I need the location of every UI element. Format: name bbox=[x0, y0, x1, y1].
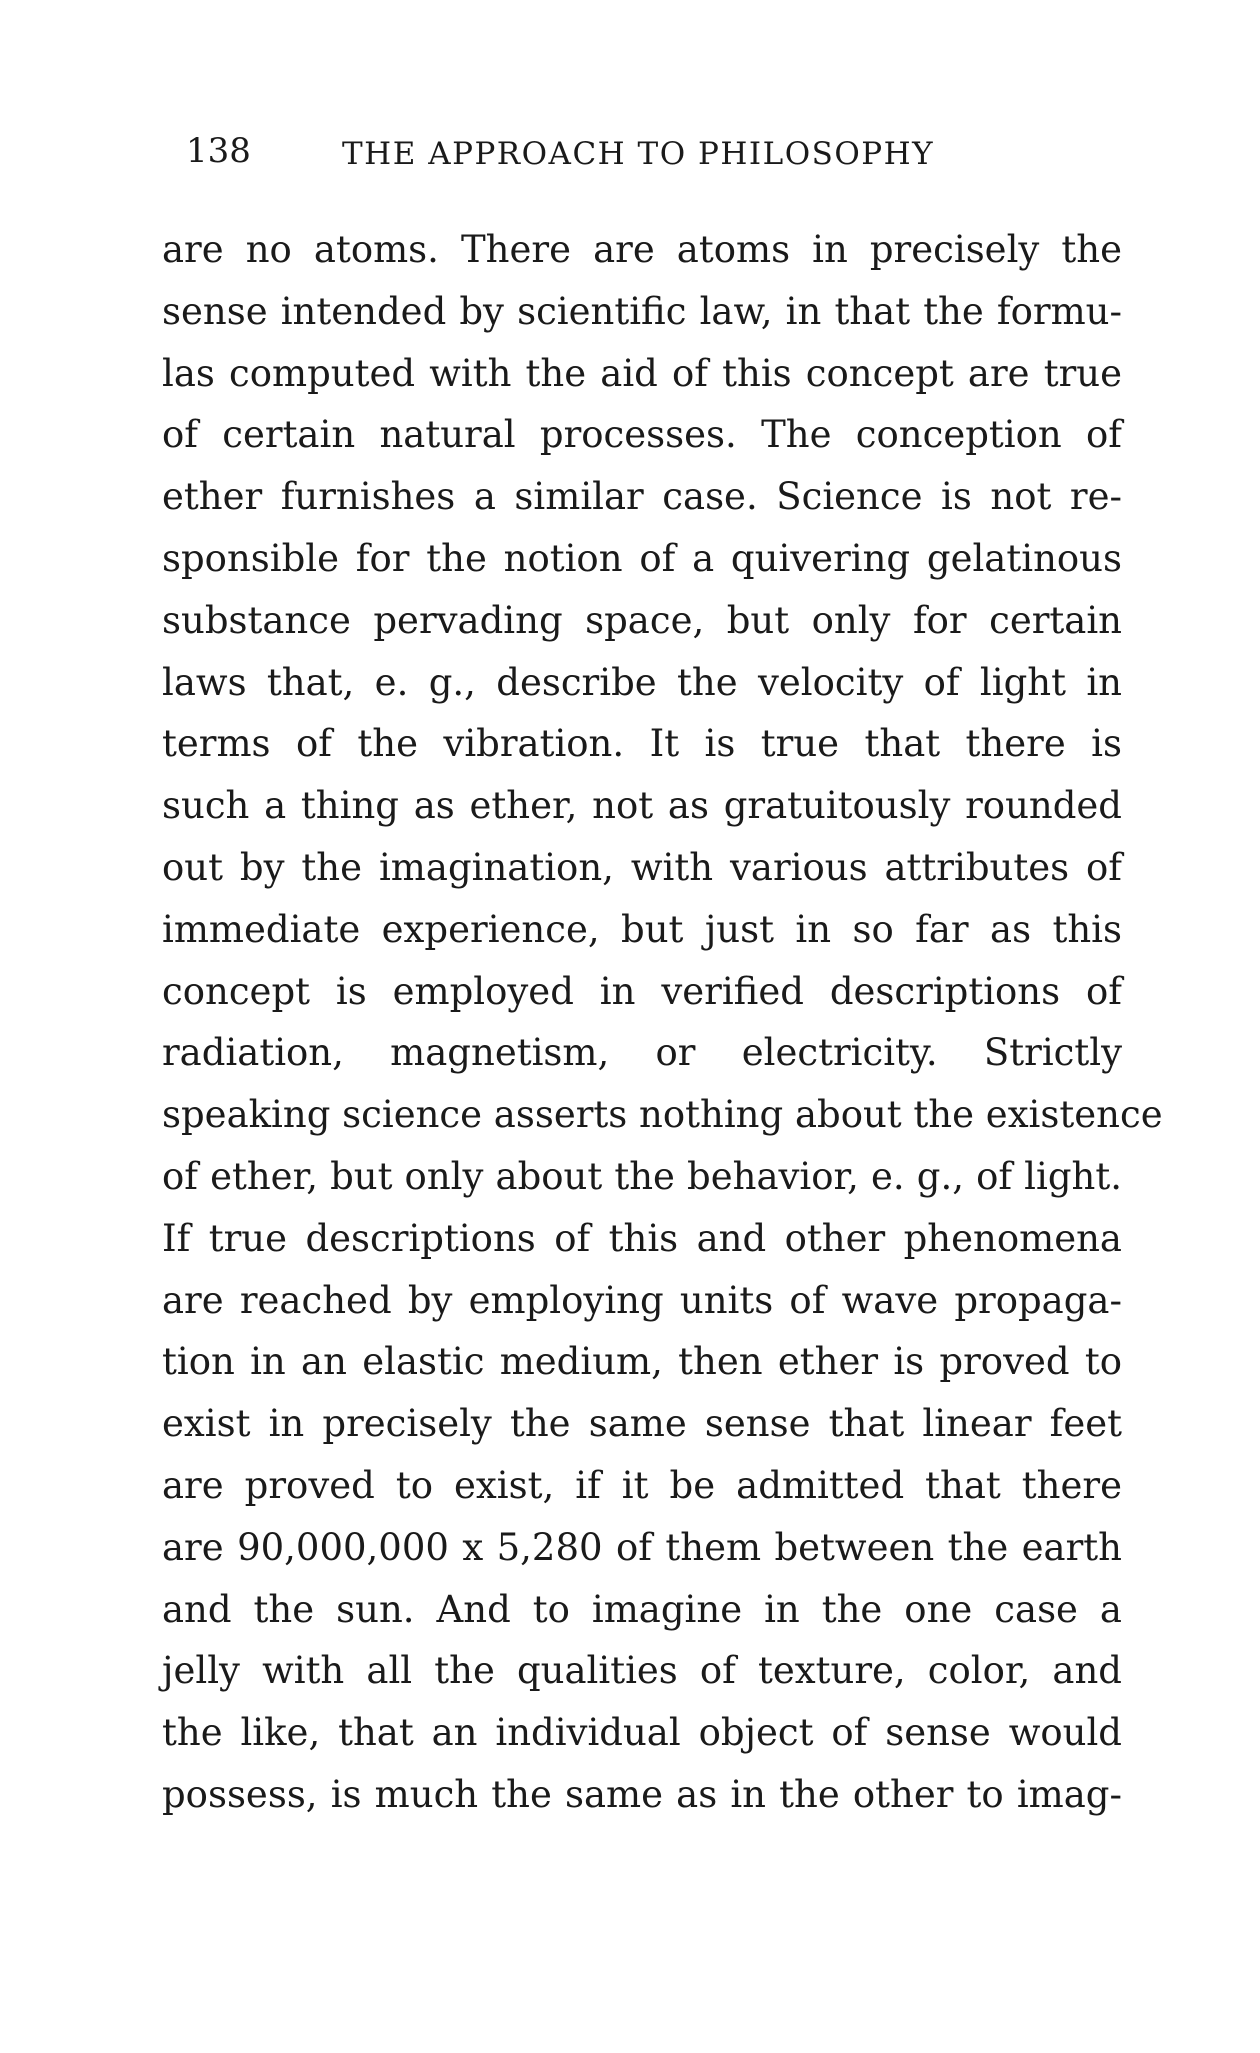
page-number: 138 bbox=[186, 131, 251, 171]
text-line: jelly with all the qualities of texture, color, and bbox=[162, 1649, 1122, 1693]
running-title: THE APPROACH TO PHILOSOPHY bbox=[342, 136, 935, 172]
text-line: are reached by employing units of wave propaga- bbox=[162, 1278, 1122, 1322]
text-line: speaking science asserts nothing about the existence bbox=[162, 1093, 1163, 1137]
text-line: substance pervading space, but only for certain bbox=[162, 598, 1122, 642]
text-line: radiation, magnetism, or electricity. Strictly bbox=[162, 1031, 1122, 1075]
text-line: of ether, but only about the behavior, e. g., of light. bbox=[162, 1154, 1122, 1198]
text-line: are proved to exist, if it be admitted that there bbox=[162, 1463, 1122, 1507]
text-line: exist in precisely the same sense that linear feet bbox=[162, 1402, 1122, 1446]
text-line: immediate experience, but just in so far as this bbox=[162, 907, 1122, 951]
text-line: possess, is much the same as in the other to imag- bbox=[162, 1772, 1122, 1816]
text-line: the like, that an individual object of sense would bbox=[162, 1711, 1122, 1755]
text-line: out by the imagination, with various attributes of bbox=[162, 845, 1122, 889]
text-line: las computed with the aid of this concept are true bbox=[162, 351, 1122, 395]
text-line: concept is employed in verified descriptions of bbox=[162, 969, 1122, 1013]
text-line: sense intended by scientific law, in that the formu- bbox=[162, 289, 1122, 333]
text-line: If true descriptions of this and other phenomena bbox=[162, 1216, 1122, 1260]
text-line: and the sun. And to imagine in the one case a bbox=[162, 1587, 1122, 1631]
text-line: tion in an elastic medium, then ether is proved to bbox=[162, 1340, 1122, 1384]
text-line: sponsible for the notion of a quivering gelatinous bbox=[162, 536, 1122, 580]
body-text bbox=[162, 219, 1163, 1826]
text-line: terms of the vibration. It is true that there is bbox=[162, 722, 1122, 766]
text-line: such a thing as ether, not as gratuitously rounded bbox=[162, 784, 1122, 828]
text-line: laws that, e. g., describe the velocity of light in bbox=[162, 660, 1122, 704]
page-header bbox=[186, 126, 986, 176]
text-line: ether furnishes a similar case. Science is not re- bbox=[162, 475, 1122, 519]
text-line: of certain natural processes. The conception of bbox=[162, 413, 1122, 457]
text-line: are no atoms. There are atoms in precisely the bbox=[162, 228, 1122, 271]
text-line: are 90,000,000 x 5,280 of them between the earth bbox=[162, 1525, 1122, 1569]
